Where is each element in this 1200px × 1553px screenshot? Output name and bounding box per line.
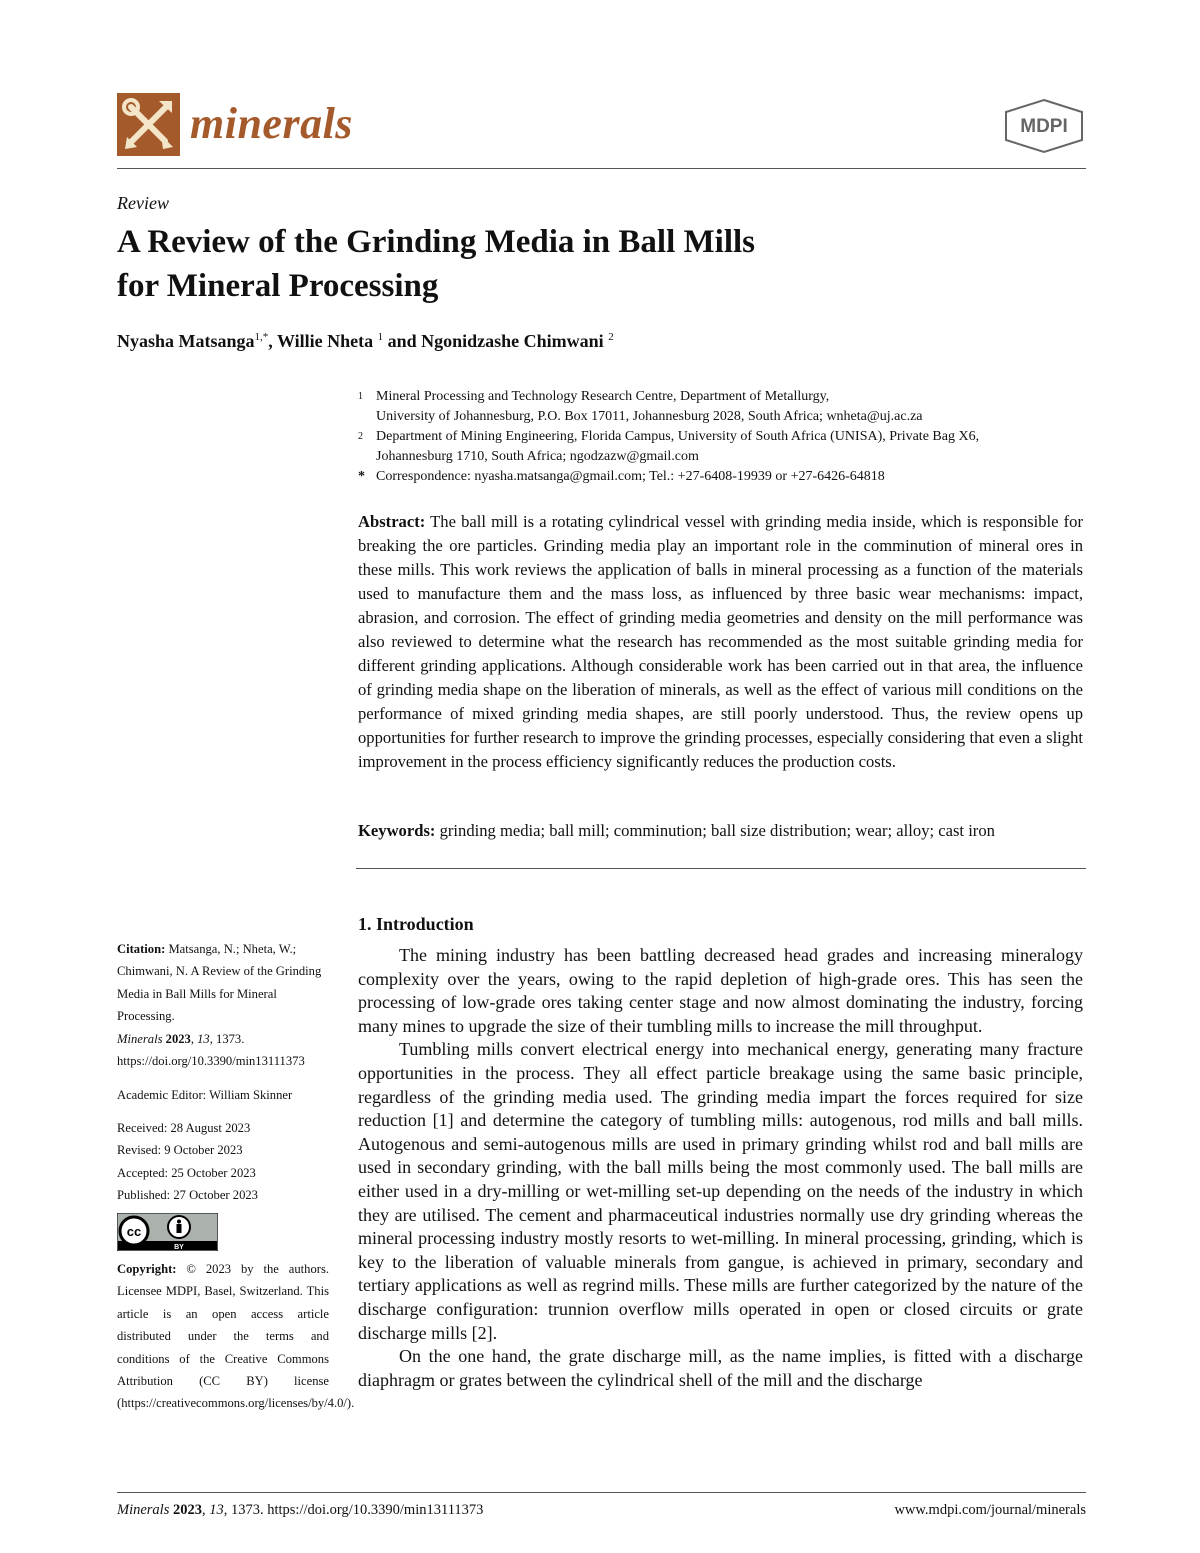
- mdpi-logo-icon: [1002, 98, 1086, 154]
- published-date: Published: 27 October 2023: [117, 1188, 258, 1203]
- body-paragraph: On the one hand, the grate discharge mill, as the name implies, is fitted with a discharge diaphragm or grates between the cylindrical shell of the mill and the discharge: [358, 1346, 1083, 1390]
- footer-doi[interactable]: , 1373. https://doi.org/10.3390/min13111373: [223, 1502, 484, 1518]
- received-date: Received: 28 August 2023: [117, 1121, 251, 1135]
- copyright-notice: [117, 1258, 355, 1415]
- academic-editor: Academic Editor: William Skinner: [117, 1088, 293, 1102]
- body-paragraph: The mining industry has been battling decreased head grades and increasing mineralogy complexity over the years, owing to the rapid depletion of high-grade ores. This has seen the processing of low-grade ores taking center stage and now almost dominating the industry, forcing many mines to upgrade the size of their tumbling mills to increase the mill throughput.: [358, 945, 1083, 1036]
- citation-journal: Minerals: [117, 1031, 163, 1046]
- svg-text:BY: BY: [174, 1244, 184, 1251]
- citation-doi-link[interactable]: https://doi.org/10.3390/min13111373: [117, 1054, 305, 1069]
- cc-by-license-icon[interactable]: [117, 1213, 218, 1251]
- revised-date: Revised: 9 October 2023: [117, 1143, 243, 1158]
- article-type: Review: [117, 193, 169, 213]
- affiliations: [358, 387, 1086, 487]
- citation-text: Matsanga, N.; Nheta, W.; Chimwani, N. A Review of the Grinding Media in Ball Mills for Mineral Processing.: [117, 942, 322, 1024]
- citation-block: Citation: Matsanga, N.; Nheta, W.; Chimwani, N. A Review of the Grinding Media in Ball Mills for Mineral Processing. Minerals 2023, 13, 1373. https://doi.org/10.3390/min13111373: [117, 942, 322, 1069]
- svg-text:MDPI: MDPI: [1020, 116, 1068, 137]
- copyright-label: Copyright:: [117, 1262, 177, 1276]
- citation-label: Citation:: [117, 942, 166, 956]
- publication-dates: [117, 1117, 329, 1207]
- footer-divider: [117, 1492, 1086, 1493]
- author-affiliation-mark: 1: [377, 331, 384, 343]
- keywords: [358, 819, 1083, 843]
- citation-pages: , 1373.: [209, 1031, 245, 1046]
- affiliation-item: [358, 427, 1086, 467]
- author-name: Nyasha Matsanga: [117, 331, 255, 351]
- keywords-label: Keywords:: [358, 821, 436, 840]
- author-separator: and: [383, 331, 422, 351]
- affiliation-marker: 2: [358, 431, 363, 442]
- author-affiliation-mark: 1,*: [254, 331, 269, 343]
- affiliation-line: University of Johannesburg, P.O. Box 17011, Johannesburg 2028, South Africa; wnheta@uj.ac.za: [376, 409, 923, 424]
- body-paragraph: Tumbling mills convert electrical energy into mechanical energy, generating many fracture opportunities in the process. They all effect particle breakage using the same basic principle, regardless of the grinding media used. The grinding media impart the forces required for size reduction [1] and determine the category of tumbling mills: autogenous, rod mills and ball mills. Autogenous and semi-autogenous mills are used in primary grinding whilst rod and ball mills are used in secondary grinding, with the ball mills being the most commonly used. The ball mills are either used in a dry-milling or wet-milling set-up depending on the needs of the industry in which they are utilised. The cement and pharmaceutical industries normally use dry grinding whereas the mineral processing industry mostly resorts to wet-milling. In mineral processing, grinding, which is key to the liberation of valuable minerals from gangue, is achieved in primary, secondary and tertiary applications as well as regrind mills. These mills are further categorized by the nature of the discharge configuration: trunnion overflow mills operated in open or closed circuits or grate discharge mills [2].: [358, 1039, 1083, 1343]
- accepted-date: Accepted: 25 October 2023: [117, 1165, 256, 1180]
- title-line-1: A Review of the Grinding Media in Ball Mills: [117, 224, 756, 260]
- journal-logo-icon: [117, 93, 180, 156]
- affiliation-item: [358, 387, 1086, 427]
- author-list: [117, 331, 614, 352]
- author-affiliation-mark: 2: [608, 331, 614, 343]
- author-name: Willie Nheta: [276, 331, 374, 351]
- citation-volume: 13: [197, 1031, 210, 1046]
- footer-citation: Minerals 2023, 13, 1373. https://doi.org/10.3390/min13111373: [117, 1502, 484, 1518]
- affiliation-marker: 1: [358, 391, 363, 402]
- section-heading: 1. Introduction: [358, 914, 474, 934]
- copyright-text: © 2023 by the authors. Licensee MDPI, Basel, Switzerland. This article is an open access article distributed under the terms and conditions of the Creative Commons Attribution (CC BY) license (https://creativecommons.org/licenses/by/4.0/).: [117, 1262, 355, 1411]
- correspondence-line: Correspondence: nyasha.matsanga@gmail.com; Tel.: +27-6408-19939 or +27-6426-64818: [376, 469, 885, 484]
- body-text: [358, 944, 1083, 1392]
- citation-year: 2023: [165, 1031, 191, 1046]
- title-line-2: for Mineral Processing: [117, 268, 439, 304]
- svg-text:cc: cc: [126, 1224, 142, 1239]
- abstract-label: Abstract:: [358, 512, 426, 531]
- abstract-text: The ball mill is a rotating cylindrical vessel with grinding media inside, which is responsible for breaking the ore particles. Grinding media play an important role in the comminution of mineral ores in these mills. This work reviews the application of balls in mineral processing as a function of the materials used to manufacture them and the mass loss, as influenced by three basic wear mechanisms: impact, abrasion, and corrosion. The effect of grinding media geometries and density on the mill performance was also reviewed to determine what the research has recommended as the most suitable grinding media for different grinding applications. Although considerable work has been carried out in that area, the influence of grinding media shape on the liberation of minerals, as well as the effect of various mill conditions on the performance of mixed grinding media shapes, are still poorly understood. Thus, the review opens up opportunities for further research to improve the grinding processes, especially considering that even a slight improvement in the process efficiency significantly reduces the production costs.: [358, 512, 1083, 771]
- header-divider: [117, 168, 1086, 169]
- affiliation-line: Department of Mining Engineering, Florida Campus, University of South Africa (UNISA), Private Bag X6,: [376, 429, 980, 444]
- journal-name: minerals: [190, 99, 353, 148]
- abstract: [358, 510, 1083, 774]
- affiliation-line: Johannesburg 1710, South Africa; ngodzazw@gmail.com: [376, 449, 699, 464]
- affiliation-line: Mineral Processing and Technology Research Centre, Department of Metallurgy,: [376, 389, 830, 404]
- abstract-divider: [356, 868, 1086, 869]
- footer-journal: Minerals: [117, 1502, 170, 1518]
- affiliation-marker: *: [358, 469, 365, 484]
- author-separator: ,: [268, 331, 277, 351]
- footer-volume: 13: [209, 1502, 224, 1518]
- correspondence-item: [358, 467, 1086, 487]
- article-title: [117, 220, 1017, 308]
- keywords-text: grinding media; ball mill; comminution; ball size distribution; wear; alloy; cast iron: [439, 821, 995, 840]
- footer-journal-url[interactable]: www.mdpi.com/journal/minerals: [894, 1502, 1086, 1518]
- footer-year: 2023: [172, 1502, 202, 1518]
- author-name: Ngonidzashe Chimwani: [421, 331, 604, 351]
